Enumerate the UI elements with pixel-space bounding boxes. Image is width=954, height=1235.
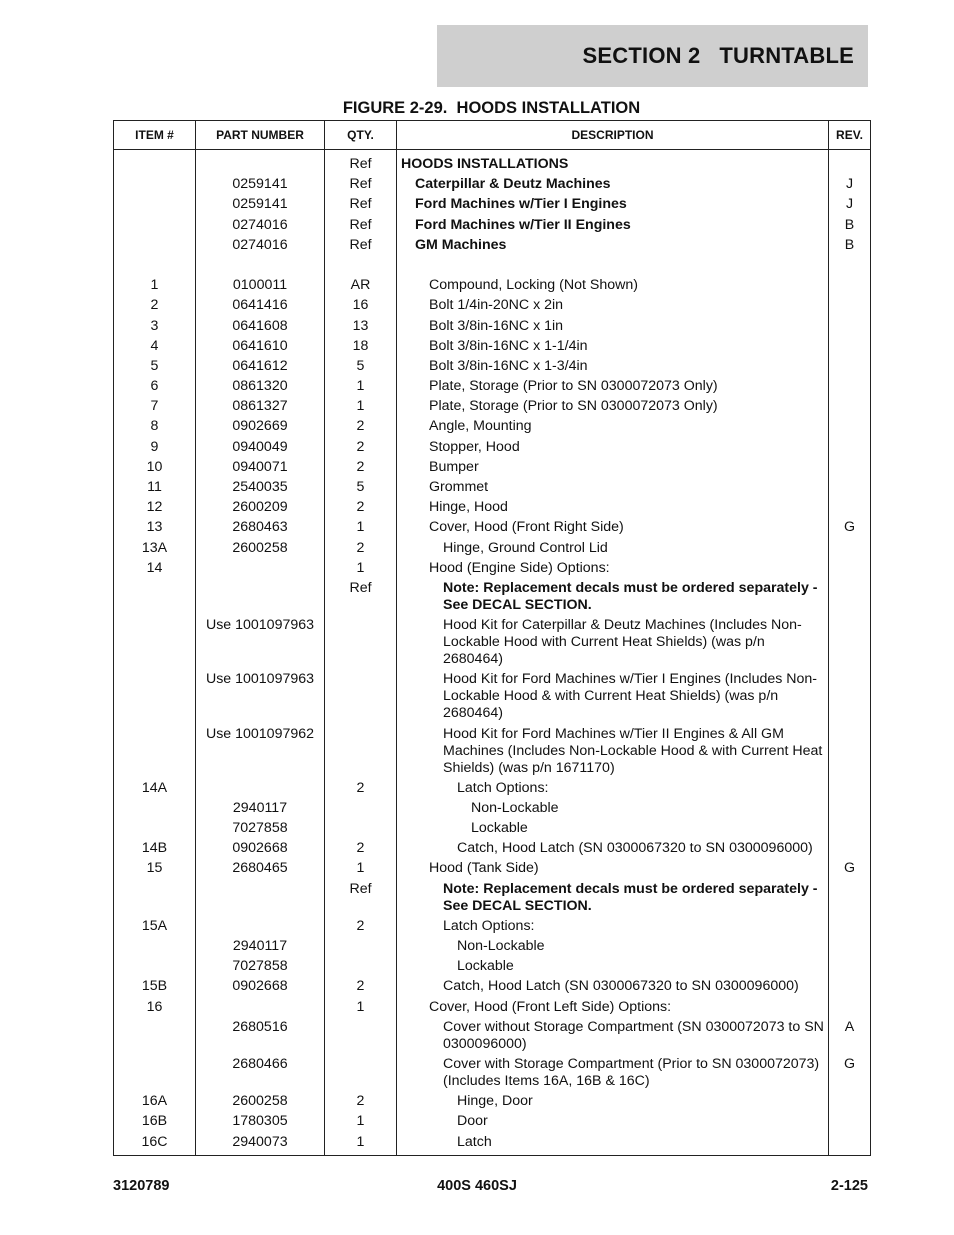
rev-cell: G	[829, 859, 871, 879]
description-cell: GM Machines	[397, 235, 829, 255]
qty-cell: Ref	[325, 235, 397, 255]
qty-cell: 1	[325, 558, 397, 578]
qty-cell	[325, 616, 397, 670]
description-cell: Cover without Storage Compartment (SN 0300072073 to SN 0300096000)	[397, 1017, 829, 1054]
item-number-cell: 9	[114, 437, 196, 457]
table-header-row	[114, 121, 871, 150]
item-number-cell	[114, 215, 196, 235]
qty-cell	[325, 957, 397, 977]
table-row	[114, 997, 871, 1017]
table-row	[114, 417, 871, 437]
part-number-cell: 0902669	[196, 417, 325, 437]
rev-cell	[829, 957, 871, 977]
item-number-cell: 16C	[114, 1132, 196, 1155]
rev-cell	[829, 276, 871, 296]
rev-cell	[829, 437, 871, 457]
rev-cell	[829, 255, 871, 275]
table-row	[114, 276, 871, 296]
qty-cell	[325, 936, 397, 956]
qty-cell: 5	[325, 477, 397, 497]
item-number-cell	[114, 255, 196, 275]
table-row	[114, 1054, 871, 1091]
qty-cell	[325, 255, 397, 275]
rev-cell	[829, 498, 871, 518]
item-number-cell: 7	[114, 397, 196, 417]
description-cell: Angle, Mounting	[397, 417, 829, 437]
item-number-cell: 1	[114, 276, 196, 296]
part-number-cell	[196, 778, 325, 798]
part-number-cell: 0100011	[196, 276, 325, 296]
rev-cell	[829, 839, 871, 859]
table-row	[114, 538, 871, 558]
item-number-cell	[114, 578, 196, 615]
part-number-cell: 2940073	[196, 1132, 325, 1155]
part-number-cell	[196, 255, 325, 275]
table-row	[114, 518, 871, 538]
item-number-cell: 15A	[114, 916, 196, 936]
description-cell: Latch Options:	[397, 778, 829, 798]
table-row	[114, 670, 871, 724]
item-number-cell: 14B	[114, 839, 196, 859]
item-number-cell	[114, 724, 196, 778]
description-cell: Latch	[397, 1132, 829, 1155]
item-number-cell	[114, 616, 196, 670]
table-row	[114, 1017, 871, 1054]
table-row	[114, 316, 871, 336]
qty-cell: 16	[325, 296, 397, 316]
description-cell: Bolt 3/8in-16NC x 1-1/4in	[397, 336, 829, 356]
qty-cell: 2	[325, 437, 397, 457]
table-row	[114, 498, 871, 518]
part-number-cell: 0902668	[196, 977, 325, 997]
footer-document-number: 3120789	[113, 1178, 170, 1194]
description-cell: Bumper	[397, 457, 829, 477]
part-number-cell: 2600209	[196, 498, 325, 518]
table-row	[114, 798, 871, 818]
description-cell: Catch, Hood Latch (SN 0300067320 to SN 0300096000)	[397, 977, 829, 997]
item-number-cell: 14	[114, 558, 196, 578]
item-number-cell: 16B	[114, 1112, 196, 1132]
part-number-cell	[196, 150, 325, 175]
rev-cell	[829, 376, 871, 396]
rev-cell: B	[829, 215, 871, 235]
qty-cell: 1	[325, 518, 397, 538]
qty-cell: 1	[325, 1132, 397, 1155]
rev-cell	[829, 1112, 871, 1132]
qty-cell: 2	[325, 457, 397, 477]
description-cell: Hood Kit for Ford Machines w/Tier I Engines (Includes Non-Lockable Hood & with Current Heat Shields) (was p/n 2680464)	[397, 670, 829, 724]
table-row	[114, 195, 871, 215]
description-cell: Bolt 3/8in-16NC x 1in	[397, 316, 829, 336]
rev-cell	[829, 296, 871, 316]
part-number-cell: 2940117	[196, 936, 325, 956]
table-row	[114, 150, 871, 175]
qty-cell	[325, 1017, 397, 1054]
description-cell: Non-Lockable	[397, 798, 829, 818]
footer-model: 400S 460SJ	[437, 1178, 517, 1194]
qty-cell: Ref	[325, 215, 397, 235]
part-number-cell: 2600258	[196, 1092, 325, 1112]
rev-cell: J	[829, 175, 871, 195]
item-number-cell: 6	[114, 376, 196, 396]
qty-cell	[325, 670, 397, 724]
item-number-cell: 14A	[114, 778, 196, 798]
qty-cell: Ref	[325, 879, 397, 916]
qty-cell: Ref	[325, 578, 397, 615]
description-cell: Hood Kit for Ford Machines w/Tier II Engines & All GM Machines (Includes Non-Lockable Hood & with Current Heat Shields) (was p/n 1671170)	[397, 724, 829, 778]
table-row	[114, 977, 871, 997]
rev-cell	[829, 1132, 871, 1155]
qty-cell	[325, 724, 397, 778]
description-cell: Plate, Storage (Prior to SN 0300072073 Only)	[397, 397, 829, 417]
part-number-cell: 0861327	[196, 397, 325, 417]
item-number-cell: 8	[114, 417, 196, 437]
rev-cell	[829, 578, 871, 615]
table-row	[114, 397, 871, 417]
part-number-cell: Use 1001097962	[196, 724, 325, 778]
description-cell: Hood (Tank Side)	[397, 859, 829, 879]
part-number-cell: 0274016	[196, 215, 325, 235]
rev-cell: G	[829, 1054, 871, 1091]
table-row	[114, 437, 871, 457]
part-number-cell: 2600258	[196, 538, 325, 558]
description-cell: Stopper, Hood	[397, 437, 829, 457]
qty-cell: 18	[325, 336, 397, 356]
qty-cell: 2	[325, 839, 397, 859]
description-cell: Lockable	[397, 818, 829, 838]
table-row	[114, 1132, 871, 1155]
table-row	[114, 1092, 871, 1112]
rev-cell	[829, 977, 871, 997]
description-cell: Door	[397, 1112, 829, 1132]
qty-cell: 2	[325, 916, 397, 936]
qty-cell: Ref	[325, 175, 397, 195]
item-number-cell	[114, 670, 196, 724]
section-title: SECTION 2 TURNTABLE	[582, 43, 854, 68]
rev-cell	[829, 997, 871, 1017]
description-cell: Non-Lockable	[397, 936, 829, 956]
item-number-cell	[114, 818, 196, 838]
part-number-cell: 0861320	[196, 376, 325, 396]
part-number-cell: 2680516	[196, 1017, 325, 1054]
item-number-cell	[114, 936, 196, 956]
qty-cell: 2	[325, 498, 397, 518]
description-cell: Compound, Locking (Not Shown)	[397, 276, 829, 296]
description-cell: Cover, Hood (Front Right Side)	[397, 518, 829, 538]
part-number-cell: Use 1001097963	[196, 670, 325, 724]
description-cell	[397, 255, 829, 275]
item-number-cell: 2	[114, 296, 196, 316]
description-cell: Ford Machines w/Tier I Engines	[397, 195, 829, 215]
qty-cell: 2	[325, 977, 397, 997]
item-number-cell: 16	[114, 997, 196, 1017]
table-row	[114, 916, 871, 936]
part-number-cell: 2680465	[196, 859, 325, 879]
qty-cell: 2	[325, 417, 397, 437]
qty-cell: 2	[325, 778, 397, 798]
item-number-cell: 16A	[114, 1092, 196, 1112]
part-number-cell: 0940071	[196, 457, 325, 477]
table-row	[114, 778, 871, 798]
rev-cell	[829, 616, 871, 670]
column-header-rev: REV.	[829, 121, 871, 150]
item-number-cell	[114, 798, 196, 818]
description-cell: Latch Options:	[397, 916, 829, 936]
description-cell: Caterpillar & Deutz Machines	[397, 175, 829, 195]
item-number-cell	[114, 1054, 196, 1091]
item-number-cell	[114, 1017, 196, 1054]
table-row	[114, 336, 871, 356]
table-row	[114, 175, 871, 195]
description-cell: Cover, Hood (Front Left Side) Options:	[397, 997, 829, 1017]
part-number-cell	[196, 558, 325, 578]
part-number-cell: 0259141	[196, 195, 325, 215]
part-number-cell: 0259141	[196, 175, 325, 195]
description-cell: Cover with Storage Compartment (Prior to SN 0300072073) (Includes Items 16A, 16B & 16C)	[397, 1054, 829, 1091]
rev-cell	[829, 457, 871, 477]
qty-cell	[325, 798, 397, 818]
table-row	[114, 235, 871, 255]
item-number-cell: 13A	[114, 538, 196, 558]
qty-cell	[325, 818, 397, 838]
item-number-cell: 12	[114, 498, 196, 518]
table-row	[114, 859, 871, 879]
rev-cell	[829, 150, 871, 175]
parts-table-body	[114, 150, 871, 1156]
qty-cell: AR	[325, 276, 397, 296]
description-cell: Note: Replacement decals must be ordered separately - See DECAL SECTION.	[397, 879, 829, 916]
part-number-cell	[196, 916, 325, 936]
qty-cell: Ref	[325, 150, 397, 175]
qty-cell: 5	[325, 356, 397, 376]
item-number-cell: 13	[114, 518, 196, 538]
rev-cell	[829, 798, 871, 818]
table-row	[114, 477, 871, 497]
description-cell: Bolt 1/4in-20NC x 2in	[397, 296, 829, 316]
rev-cell	[829, 558, 871, 578]
item-number-cell: 3	[114, 316, 196, 336]
description-cell: Note: Replacement decals must be ordered separately - See DECAL SECTION.	[397, 578, 829, 615]
description-cell: Hinge, Ground Control Lid	[397, 538, 829, 558]
item-number-cell: 10	[114, 457, 196, 477]
qty-cell: 2	[325, 1092, 397, 1112]
table-row	[114, 558, 871, 578]
part-number-cell: 0641610	[196, 336, 325, 356]
table-row	[114, 215, 871, 235]
part-number-cell	[196, 578, 325, 615]
item-number-cell	[114, 957, 196, 977]
rev-cell	[829, 477, 871, 497]
part-number-cell: 2680463	[196, 518, 325, 538]
item-number-cell: 15B	[114, 977, 196, 997]
rev-cell: J	[829, 195, 871, 215]
table-row	[114, 296, 871, 316]
table-row	[114, 879, 871, 916]
rev-cell	[829, 936, 871, 956]
description-cell: Grommet	[397, 477, 829, 497]
section-header	[437, 25, 868, 87]
part-number-cell: 0274016	[196, 235, 325, 255]
rev-cell	[829, 316, 871, 336]
rev-cell	[829, 417, 871, 437]
part-number-cell: 2680466	[196, 1054, 325, 1091]
rev-cell	[829, 916, 871, 936]
qty-cell: 1	[325, 376, 397, 396]
qty-cell: 1	[325, 859, 397, 879]
table-row	[114, 1112, 871, 1132]
item-number-cell: 11	[114, 477, 196, 497]
column-header-qty: QTY.	[325, 121, 397, 150]
table-row	[114, 957, 871, 977]
qty-cell: 1	[325, 397, 397, 417]
part-number-cell: 1780305	[196, 1112, 325, 1132]
qty-cell: 1	[325, 1112, 397, 1132]
column-header-description: DESCRIPTION	[397, 121, 829, 150]
item-number-cell	[114, 879, 196, 916]
rev-cell	[829, 356, 871, 376]
rev-cell	[829, 818, 871, 838]
rev-cell	[829, 778, 871, 798]
description-cell: Hood (Engine Side) Options:	[397, 558, 829, 578]
description-cell: Lockable	[397, 957, 829, 977]
part-number-cell: 0902668	[196, 839, 325, 859]
item-number-cell: 15	[114, 859, 196, 879]
item-number-cell: 5	[114, 356, 196, 376]
qty-cell: 2	[325, 538, 397, 558]
rev-cell	[829, 670, 871, 724]
figure-title: FIGURE 2-29. HOODS INSTALLATION	[342, 99, 641, 117]
rev-cell: B	[829, 235, 871, 255]
part-number-cell: 0641416	[196, 296, 325, 316]
description-cell: Hinge, Hood	[397, 498, 829, 518]
rev-cell	[829, 879, 871, 916]
item-number-cell	[114, 235, 196, 255]
rev-cell	[829, 724, 871, 778]
qty-cell: 1	[325, 997, 397, 1017]
description-cell: Hinge, Door	[397, 1092, 829, 1112]
item-number-cell: 4	[114, 336, 196, 356]
table-row	[114, 578, 871, 615]
part-number-cell	[196, 879, 325, 916]
item-number-cell	[114, 175, 196, 195]
qty-cell	[325, 1054, 397, 1091]
description-cell: Hood Kit for Caterpillar & Deutz Machines (Includes Non-Lockable Hood with Current Heat Shields) (was p/n 2680464)	[397, 616, 829, 670]
table-row	[114, 616, 871, 670]
footer-page-number: 2-125	[830, 1178, 868, 1194]
column-header-item: ITEM #	[114, 121, 196, 150]
rev-cell	[829, 1092, 871, 1112]
rev-cell	[829, 336, 871, 356]
table-row	[114, 457, 871, 477]
table-row	[114, 376, 871, 396]
description-cell: Ford Machines w/Tier II Engines	[397, 215, 829, 235]
description-cell: HOODS INSTALLATIONS	[397, 150, 829, 175]
part-number-cell: 7027858	[196, 818, 325, 838]
part-number-cell	[196, 997, 325, 1017]
description-cell: Plate, Storage (Prior to SN 0300072073 Only)	[397, 376, 829, 396]
qty-cell: Ref	[325, 195, 397, 215]
rev-cell	[829, 397, 871, 417]
part-number-cell: 7027858	[196, 957, 325, 977]
table-row	[114, 818, 871, 838]
description-cell: Bolt 3/8in-16NC x 1-3/4in	[397, 356, 829, 376]
table-row	[114, 255, 871, 275]
qty-cell: 13	[325, 316, 397, 336]
part-number-cell: 2540035	[196, 477, 325, 497]
part-number-cell: 0641608	[196, 316, 325, 336]
part-number-cell: Use 1001097963	[196, 616, 325, 670]
table-row	[114, 839, 871, 859]
rev-cell	[829, 538, 871, 558]
item-number-cell	[114, 195, 196, 215]
part-number-cell: 0940049	[196, 437, 325, 457]
item-number-cell	[114, 150, 196, 175]
part-number-cell: 2940117	[196, 798, 325, 818]
description-cell: Catch, Hood Latch (SN 0300067320 to SN 0300096000)	[397, 839, 829, 859]
parts-table	[113, 120, 871, 1156]
rev-cell: G	[829, 518, 871, 538]
column-header-part-number: PART NUMBER	[196, 121, 325, 150]
part-number-cell: 0641612	[196, 356, 325, 376]
table-row	[114, 936, 871, 956]
rev-cell: A	[829, 1017, 871, 1054]
table-row	[114, 356, 871, 376]
table-row	[114, 724, 871, 778]
